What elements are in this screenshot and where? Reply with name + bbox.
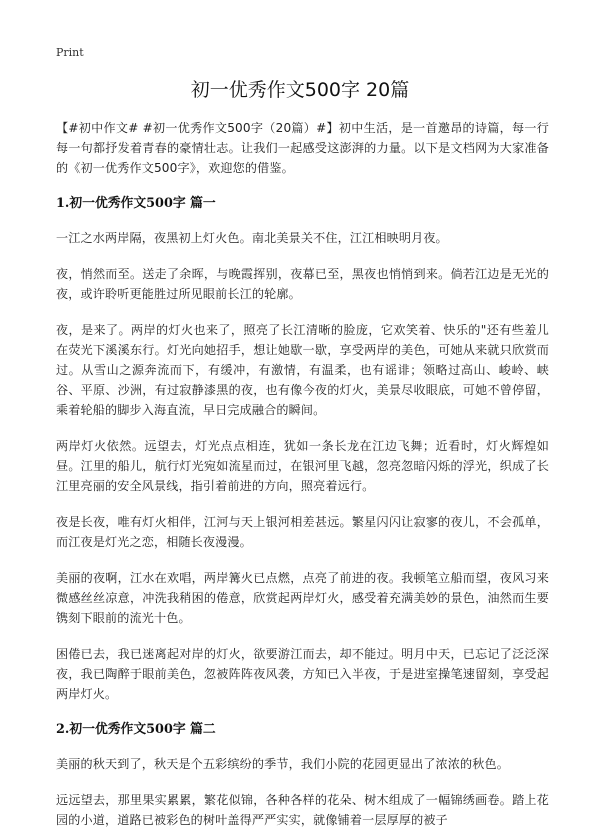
page-title: 初一优秀作文500字 20篇 [190, 79, 410, 101]
paragraph: 夜，悄然而至。送走了余晖，与晚霞挥别，夜幕已至，黑夜也悄悄到来。倘若江边是无光的夜，或许聆听更能胜过所见眼前长江的轮廓。 [56, 267, 549, 301]
paragraph: 远远望去，那里果实累累，繁花似锦，各种各样的花朵、树木组成了一幅锦绣画卷。踏上花园的小道，道路已被彩色的树叶盖得严严实实，就像铺着一层厚厚的被子 [56, 793, 549, 827]
paragraph: 两岸灯火依然。远望去，灯光点点相连，犹如一条长龙在江边飞舞；近看时，灯火辉煌如昼。江里的船儿，航行灯光宛如流星而过，在银河里飞越，忽亮忽暗闪烁的浮光，织成了长江里亮丽的安全风景线，指引着前进的方向，照亮着远行。 [56, 439, 549, 493]
section-1 [56, 194, 549, 704]
article-body [56, 118, 549, 828]
section-heading: 1.初一优秀作文500字 篇一 [56, 196, 216, 211]
section-heading: 2.初一优秀作文500字 篇二 [56, 722, 216, 737]
section-2 [56, 720, 549, 828]
paragraph: 夜是长夜，唯有灯火相伴，江河与天上银河相差甚远。繁星闪闪让寂寥的夜儿，不会孤单，而江夜是灯光之恋，相随长夜漫漫。 [56, 515, 549, 549]
paragraph: 困倦已去，我已迷离起对岸的灯火，欲要游江而去，却不能过。明月中天，已忘记了泛泛深夜，我已陶醉于眼前美色，忽被阵阵夜风袭，方知已入半夜，于是进室操笔速留刻，享受起两岸灯火。 [56, 647, 549, 701]
print-link[interactable]: Print [56, 46, 84, 59]
intro-paragraph: 【#初中作文# #初一优秀作文500字（20篇）#】初中生活，是一首邀昂的诗篇，每一行每一句都抒发着青春的豪情壮志。让我们一起感受这澎湃的力量。以下是文档网为大家准备的《初一优秀作文500字》，欢迎您的借鉴。 [56, 121, 549, 175]
paragraph: 美丽的秋天到了，秋天是个五彩缤纷的季节，我们小院的花园更显出了浓浓的秋色。 [56, 757, 510, 771]
paragraph: 美丽的夜啊，江水在欢唱，两岸篝火已点燃，点亮了前进的夜。我顿笔立船而望，夜风习来微感丝丝凉意，冲洗我稍困的倦意，欣赏起两岸灯火，感受着充满美妙的景色，油然而生要镌刻下眼前的流光十色。 [56, 571, 549, 625]
paragraph: 夜，是来了。两岸的灯火也来了，照亮了长江清晰的脸庞，它欢笑着、快乐的"还有些羞儿在荧光下溪溪东行。灯光向她招手，想让她歇一歇，享受两岸的美色，可她从来就只欣赏而过。从雪山之源奔流而下，有缓冲，有激情，有温柔，也有谣诽；领略过高山、峻岭、峡谷、平原、沙洲，有过寂静漆黑的夜，也有像今夜的灯火，美景尽收眼底，可她不曾停留，乘着轮船的脚步入海直流，早日完成融合的瞬间。 [56, 323, 549, 417]
paragraph: 一江之水两岸隔，夜黑初上灯火色。南北美景关不住，江江相映明月夜。 [56, 231, 448, 245]
